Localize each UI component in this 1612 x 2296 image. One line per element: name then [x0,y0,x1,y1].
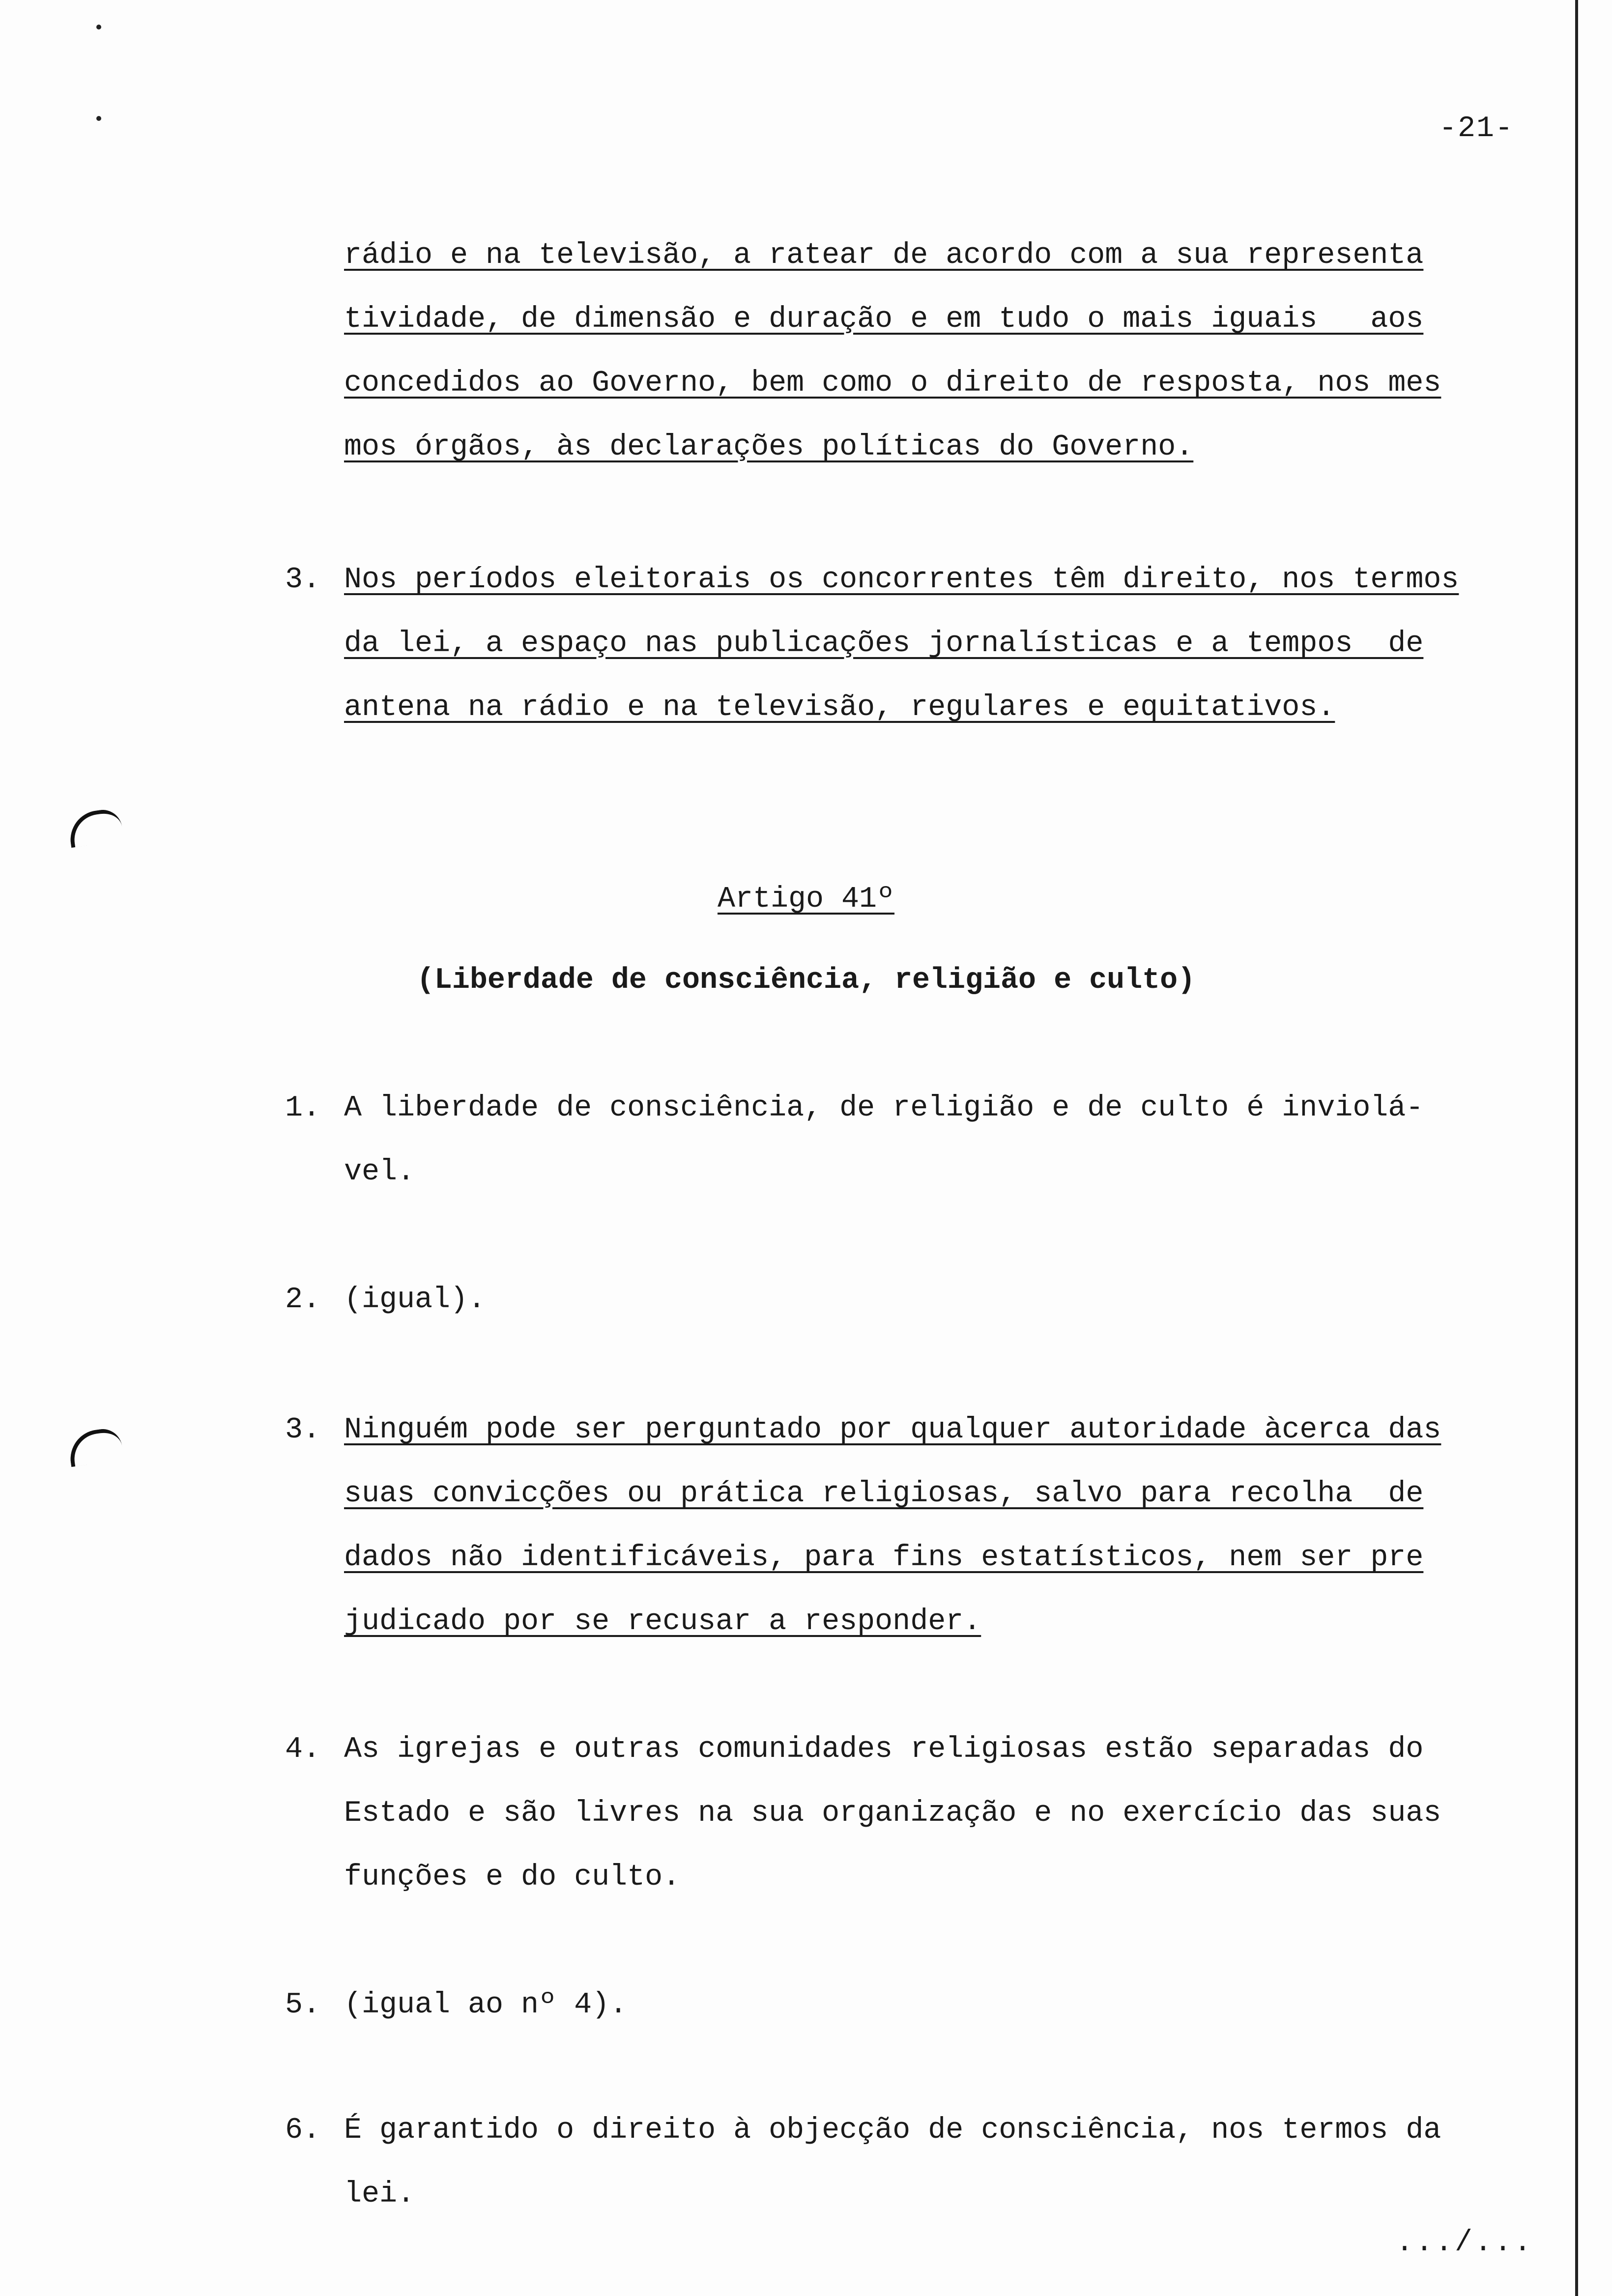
article-title: Artigo 41º [717,883,895,916]
text-line: lei. [344,2178,415,2211]
text-line: tividade, de dimensão e duração e em tudo o mais iguais aos [344,303,1424,336]
text-line: Nos períodos eleitorais os concorrentes têm direito, nos termos [344,563,1459,597]
margin-dot [96,25,101,29]
text-line: funções e do culto. [344,1861,681,1894]
punch-hole-mark [67,1427,124,1467]
punch-hole-mark [67,807,124,848]
text-line: concedidos ao Governo, bem como o direito de resposta, nos mes [344,367,1441,400]
right-margin-rule [1575,0,1578,2296]
continuation-mark: .../... [1395,2226,1533,2260]
text-line: (igual). [344,1283,486,1317]
text-line: mos órgãos, às declarações políticas do Governo. [344,430,1194,464]
text-line: É garantido o direito à objecção de consciência, nos termos da [344,2114,1441,2147]
item-number: 5. [285,1988,321,2022]
text-line: antena na rádio e na televisão, regulares e equitativos. [344,691,1335,724]
text-line: Ninguém pode ser perguntado por qualquer autoridade àcerca das [344,1413,1441,1447]
item-number: 4. [285,1733,321,1766]
text-line: suas convicções ou prática religiosas, salvo para recolha de [344,1477,1424,1511]
article-subtitle: (Liberdade de consciência, religião e culto) [416,964,1196,997]
page-number: -21- [1439,112,1514,145]
item-number: 2. [285,1283,321,1317]
text-line: rádio e na televisão, a ratear de acordo com a sua representa [344,239,1424,272]
item-number: 6. [285,2114,321,2147]
text-line: Estado e são livres na sua organização e no exercício das suas [344,1797,1441,1830]
item-number: 1. [285,1091,321,1125]
text-line: (igual ao nº 4). [344,1988,628,2022]
text-line: dados não identificáveis, para fins estatísticos, nem ser pre [344,1541,1424,1575]
item-number: 3. [285,563,321,597]
text-line: da lei, a espaço nas publicações jornalísticas e a tempos de [344,627,1424,660]
text-line: vel. [344,1155,415,1189]
item-number: 3. [285,1413,321,1447]
margin-dot [96,116,101,121]
text-line: As igrejas e outras comunidades religiosas estão separadas do [344,1733,1424,1766]
text-line: A liberdade de consciência, de religião e de culto é inviolá- [344,1091,1424,1125]
text-line: judicado por se recusar a responder. [344,1605,981,1638]
